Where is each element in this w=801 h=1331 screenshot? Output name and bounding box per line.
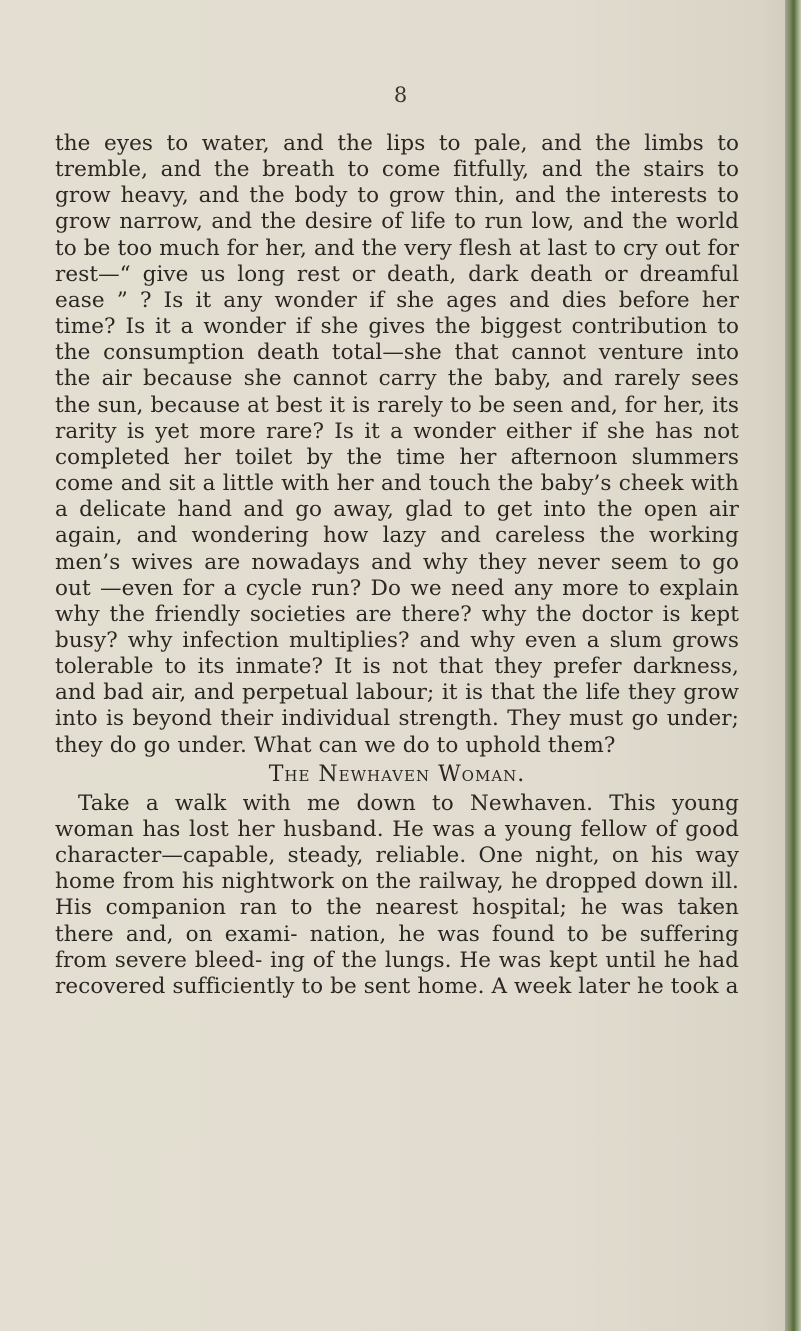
section-heading: The Newhaven Woman. (268, 761, 526, 787)
section-paragraph: Take a walk with me down to Newhaven. This young woman has lost her husband. He was a young fellow of good character—capable, steady, reliable. One night, on his way home from his nightwork on the railway, he dropped down ill. His companion ran to the nearest hospital; he was taken there and, on exami- nation, he was found to be suffering from severe bleed- ing of the lungs. He was kept until he had recovered sufficiently to be sent home. A week later he took a (55, 790, 739, 999)
paragraph-continuation: the eyes to water, and the lips to pale, and the limbs to tremble, and the breath to come fitfully, and the stairs to grow heavy, and the body to grow thin, and the interests to grow narrow, and the desire of life to run low, and the world to be too much for her, and the very flesh at last to cry out for rest—“ give us long rest or death, dark death or dreamful ease ” ? Is it any wonder if she ages and dies before her time? Is it a wonder if she gives the biggest contribution to the consumption death total—she that cannot venture into the air because she cannot carry the baby, and rarely sees the sun, because at best it is rarely to be seen and, for her, its rarity is yet more rare? Is it a wonder either if she has not completed her toilet by the time her afternoon slummers come and sit a little with her and touch the baby’s cheek with a delicate hand and go away, glad to get into the open air again, and wondering how lazy and careless the working men’s wives are nowadays and why they never seem to go out —even for a cycle run? Do we need any more to explain why the friendly societies are there? why the doctor is kept busy? why infection multiplies? and why even a slum grows tolerable to its inmate? It is not that they prefer darkness, and bad air, and perpetual labour; it is that the life they grow into is beyond their individual strength. They must go under; they do go under. What can we do to uphold them? (55, 131, 739, 758)
body-text (55, 131, 739, 1000)
page-number: 8 (393, 83, 408, 107)
page-edge-binding (785, 0, 801, 1331)
